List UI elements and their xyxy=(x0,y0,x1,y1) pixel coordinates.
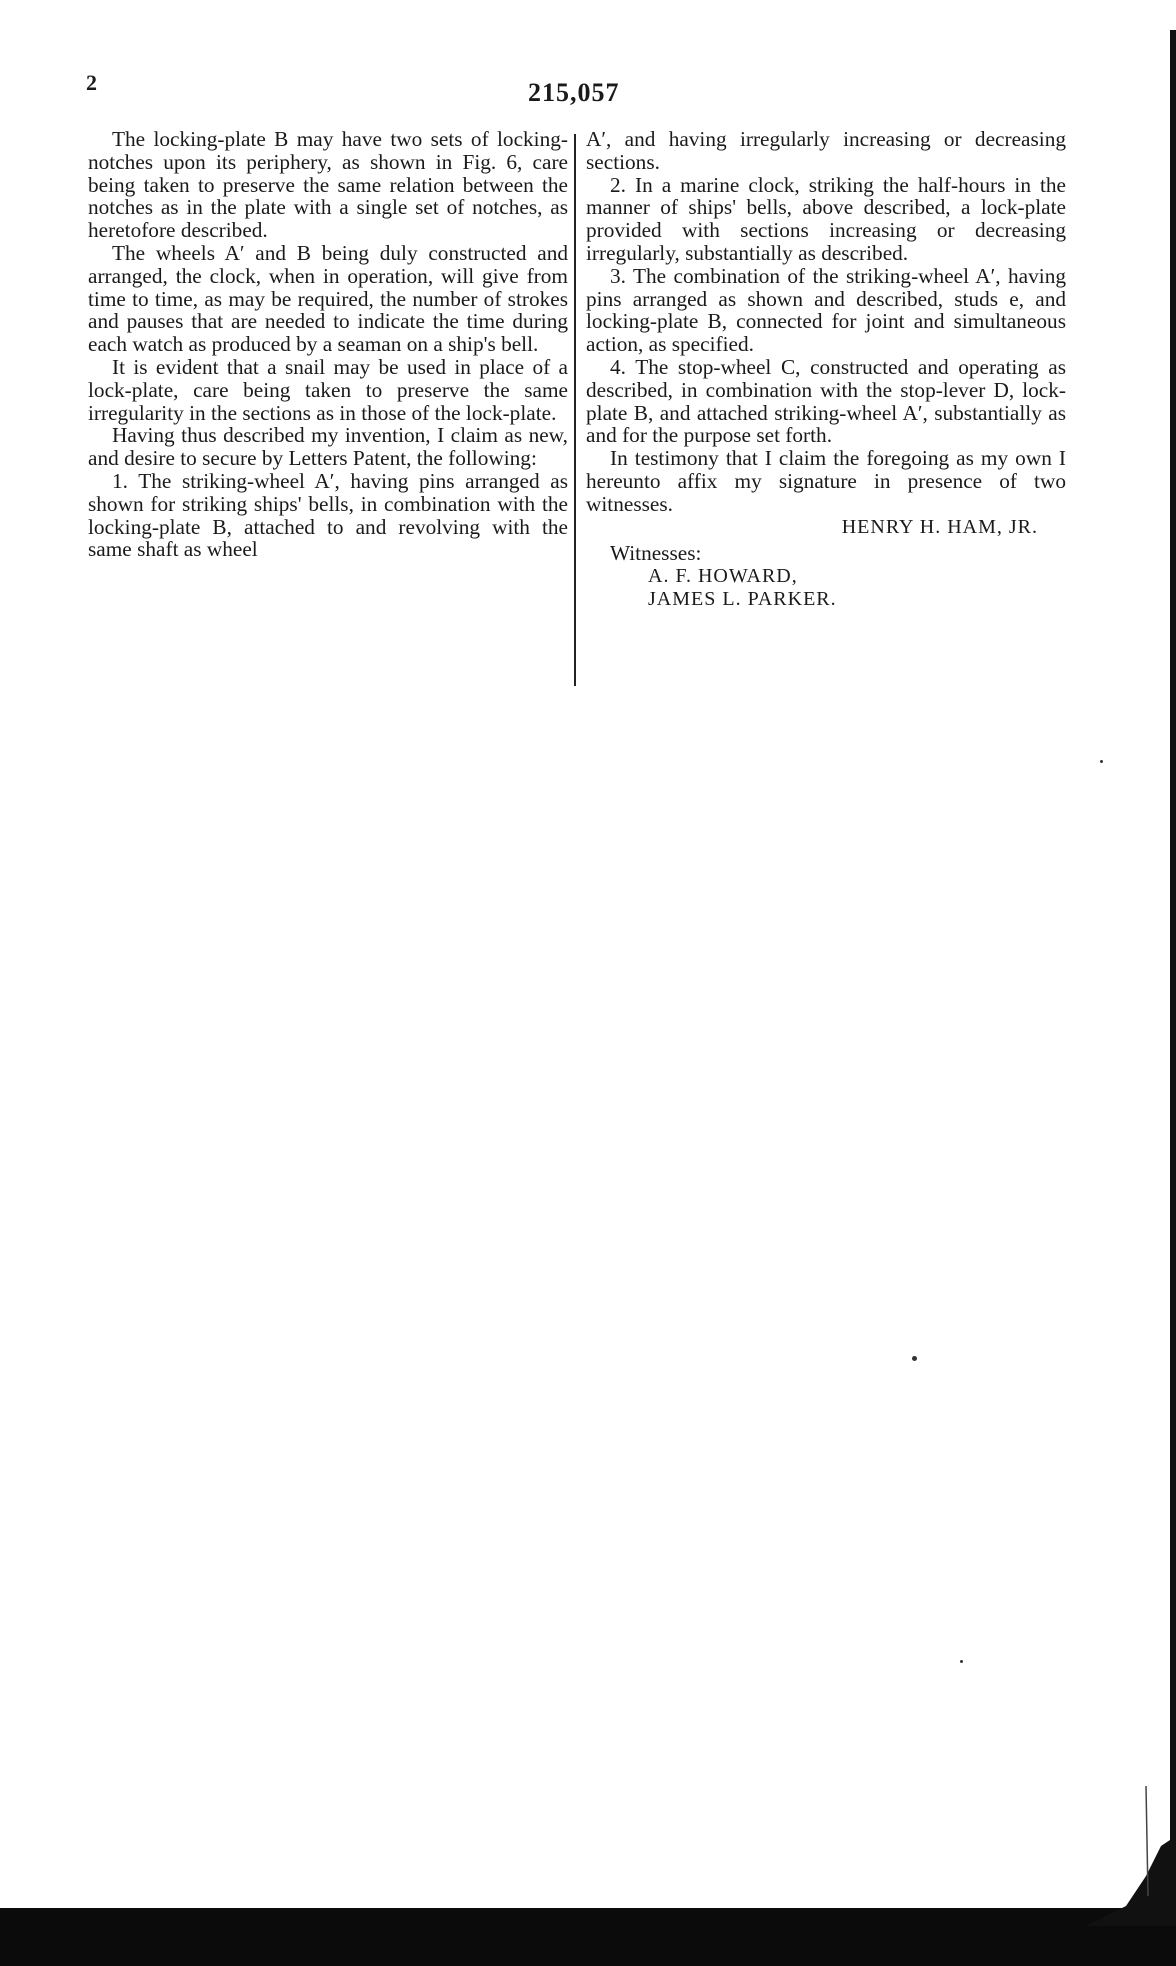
claim-paragraph: 1. The striking-wheel A′, having pins arranged as shown for striking ships' bells, in combination with the locking-plate B, attached to and revolving with the same shaft as wheel xyxy=(88,468,568,562)
testimony-paragraph: In testimony that I claim the foregoing as my own I hereunto affix my signature in presence of two witnesses. xyxy=(586,446,1066,516)
scan-speck xyxy=(1100,760,1103,763)
right-text-column xyxy=(586,128,1066,611)
paragraph: Having thus described my invention, I claim as new, and desire to secure by Letters Patent, the following: xyxy=(88,423,568,471)
left-text-column xyxy=(88,128,568,561)
patent-number: 215,057 xyxy=(528,78,620,107)
scan-speck xyxy=(960,1660,963,1663)
page-number: 2 xyxy=(86,70,97,95)
scan-bottom-band xyxy=(0,1908,1176,1966)
witnesses-label: Witnesses: xyxy=(610,541,702,566)
claim-paragraph: A′, and having irregularly increasing or decreasing sections. xyxy=(586,127,1066,174)
witness-name: A. F. HOWARD, xyxy=(648,565,798,588)
scan-right-edge xyxy=(1170,30,1176,1966)
claim-paragraph: 4. The stop-wheel C, constructed and operating as described, in combination with the stop-lever D, lock-plate B, and attached striking-wheel A′, substantially as and for the purpose set forth. xyxy=(586,354,1066,448)
witness-name: JAMES L. PARKER. xyxy=(648,587,837,610)
scan-speck xyxy=(912,1356,917,1361)
paragraph: The wheels A′ and B being duly constructed and arranged, the clock, when in operation, will give from time to time, as may be required, the number of strokes and pauses that are needed to indicate the time during each watch as produced by a seaman on a ship's bell. xyxy=(88,240,568,357)
claim-paragraph: 3. The combination of the striking-wheel A′, having pins arranged as shown and described, studs e, and locking-plate B, connected for joint and simultaneous action, as specified. xyxy=(586,263,1066,357)
scan-corner-artifact xyxy=(1026,1776,1176,1926)
inventor-signature: HENRY H. HAM, JR. xyxy=(841,515,1038,538)
paragraph: The locking-plate B may have two sets of locking-notches upon its periphery, as shown in Fig. 6, care being taken to preserve the same relation between the notches as in the plate with a single set of notches, as heretofore described. xyxy=(88,127,568,243)
paragraph: It is evident that a snail may be used in place of a lock-plate, care being taken to preserve the same irregularity in the sections as in those of the lock-plate. xyxy=(88,354,568,425)
claim-paragraph: 2. In a marine clock, striking the half-hours in the manner of ships' bells, above described, a lock-plate provided with sections increasing or decreasing irregularly, substantially as described. xyxy=(586,172,1066,265)
column-divider xyxy=(574,134,576,686)
